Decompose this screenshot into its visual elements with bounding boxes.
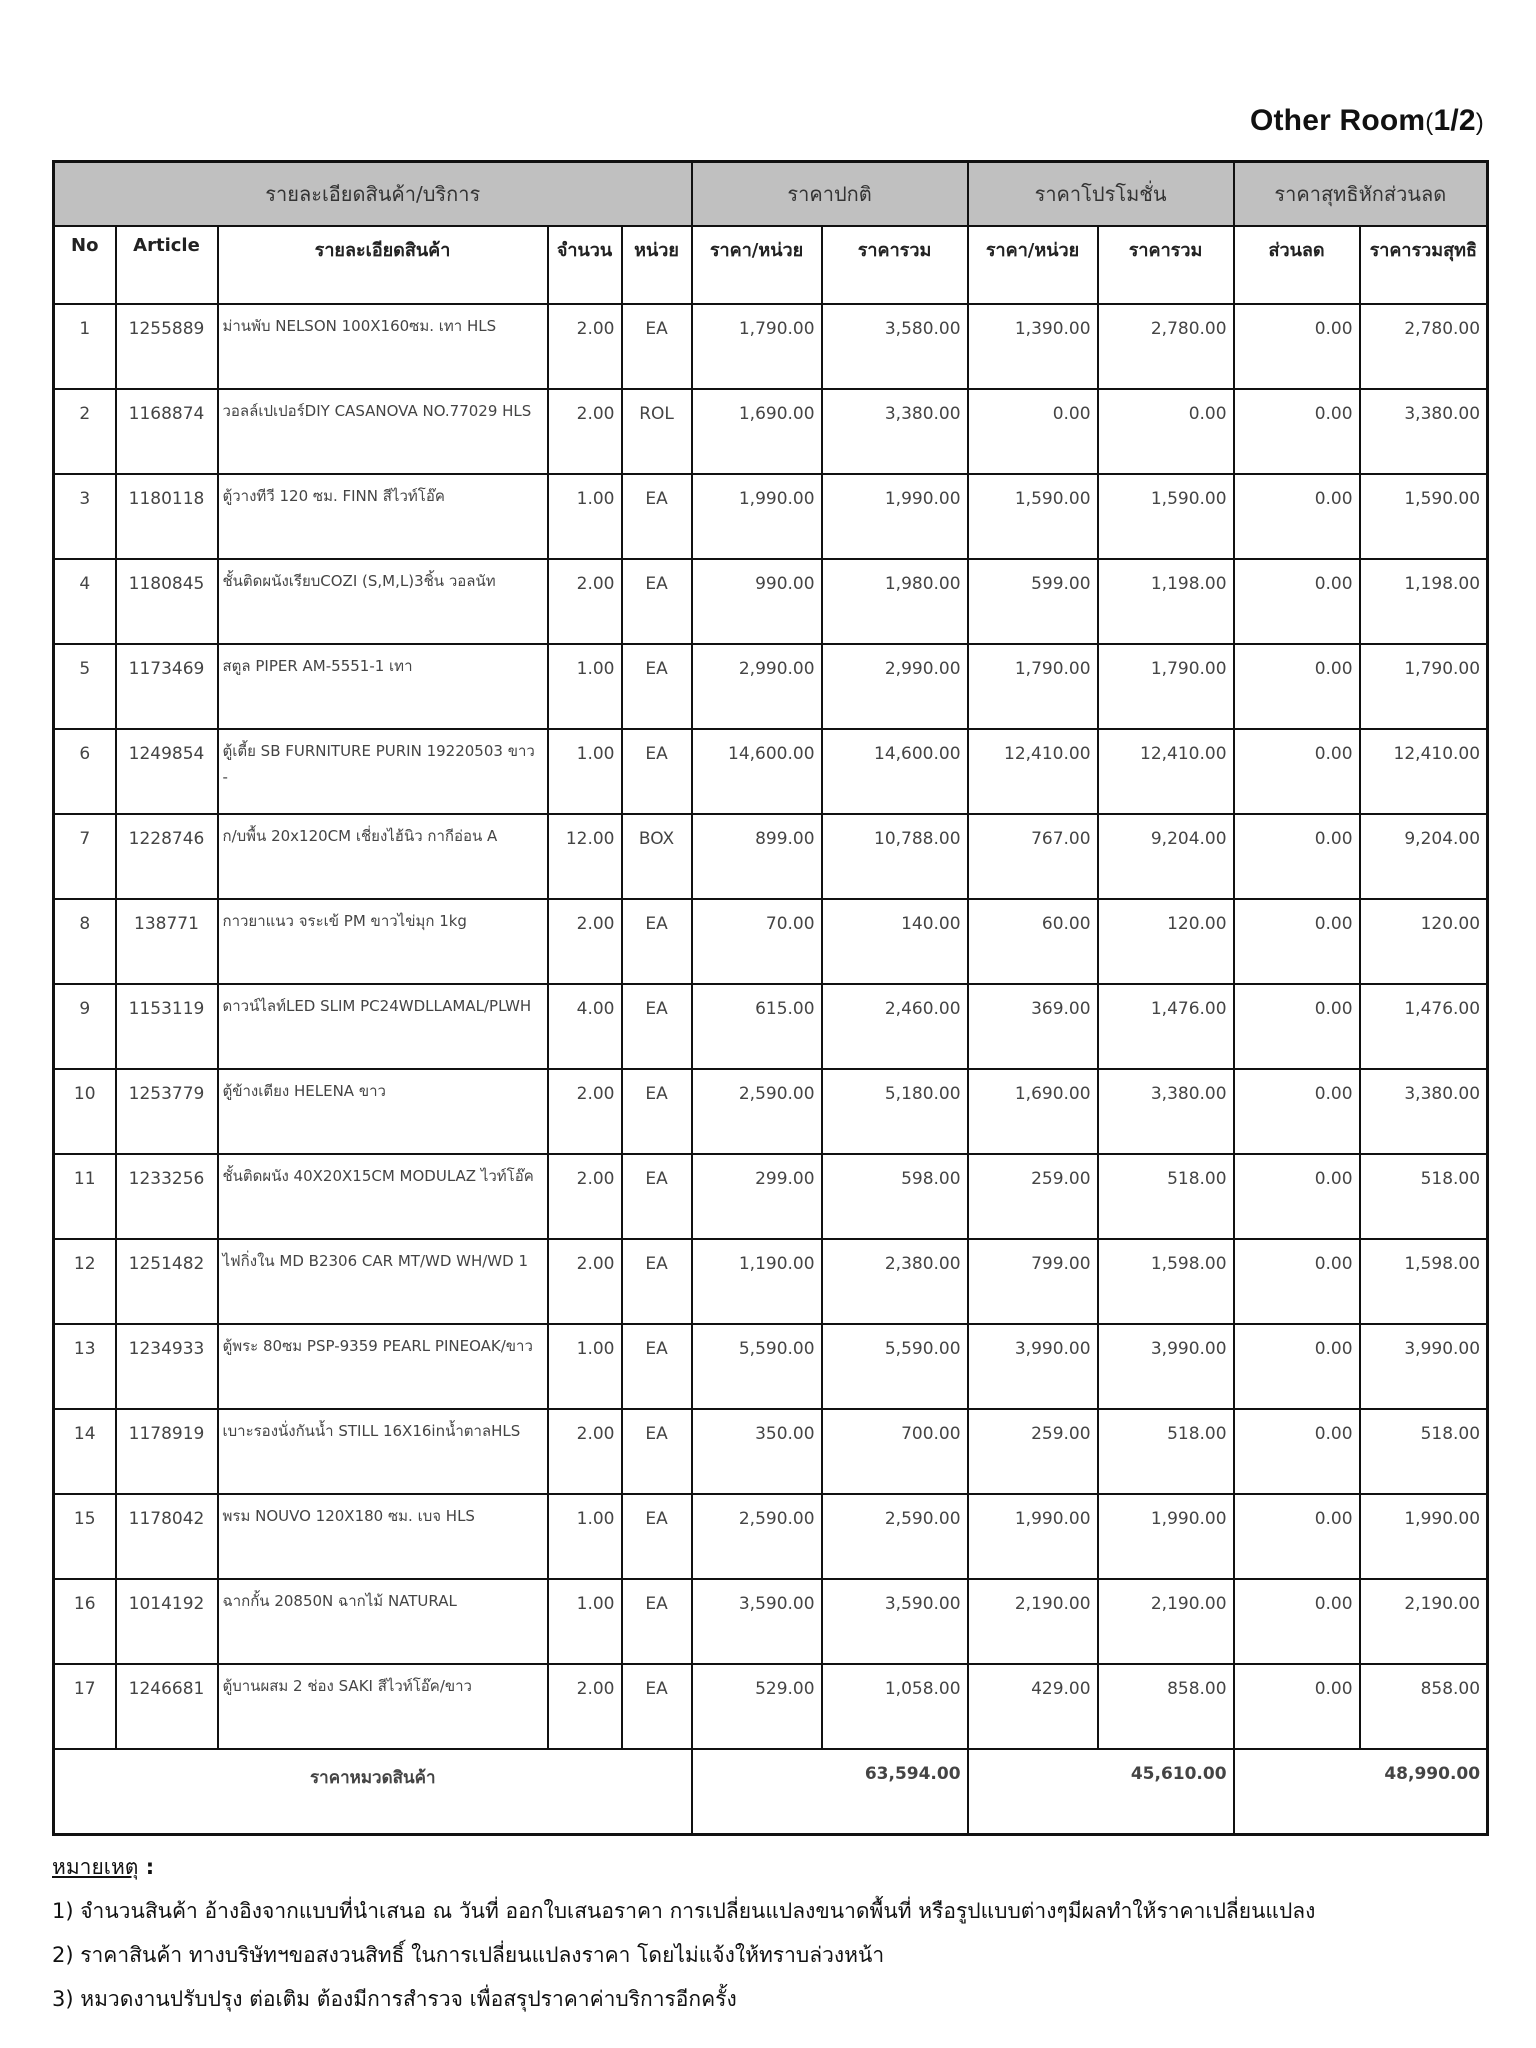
cell-promo-unit-price: 3,990.00 bbox=[968, 1324, 1098, 1409]
table-row bbox=[54, 1494, 1488, 1579]
table-row bbox=[54, 1239, 1488, 1324]
cell-article: 1246681 bbox=[116, 1664, 218, 1749]
cell-discount: 0.00 bbox=[1234, 474, 1360, 559]
cell-net-total: 1,990.00 bbox=[1360, 1494, 1488, 1579]
cell-article: 1251482 bbox=[116, 1239, 218, 1324]
note-item: 2) ราคาสินค้า ทางบริษัทฯขอสงวนสิทธิ์ ในการเปลี่ยนแปลงราคา โดยไม่แจ้งให้ทราบล่วงหน้า bbox=[52, 1943, 885, 1967]
cell-promo-total: 518.00 bbox=[1098, 1154, 1234, 1239]
cell-promo-total: 2,190.00 bbox=[1098, 1579, 1234, 1664]
col-header-promo-total: ราคารวม bbox=[1098, 226, 1234, 304]
page-title-paren-close: ) bbox=[1475, 109, 1484, 136]
cell-description: สตูล PIPER AM-5551-1 เทา bbox=[218, 644, 548, 729]
cell-qty: 2.00 bbox=[548, 304, 622, 389]
cell-description: พรม NOUVO 120X180 ซม. เบจ HLS bbox=[218, 1494, 548, 1579]
cell-qty: 2.00 bbox=[548, 389, 622, 474]
cell-description: ตู้พระ 80ซม PSP-9359 PEARL PINEOAK/ขาว bbox=[218, 1324, 548, 1409]
cell-net-total: 12,410.00 bbox=[1360, 729, 1488, 814]
note-item: 1) จำนวนสินค้า อ้างอิงจากแบบที่นำเสนอ ณ วันที่ ออกใบเสนอราคา การเปลี่ยนแปลงขนาดพื้นที่ หรือรูปแบบต่างๆมีผลทำให้ราคาเปลี่ยนแปลง bbox=[52, 1899, 1316, 1923]
cell-article: 1233256 bbox=[116, 1154, 218, 1239]
cell-promo-total: 1,598.00 bbox=[1098, 1239, 1234, 1324]
cell-unit: EA bbox=[622, 729, 692, 814]
cell-promo-total: 1,990.00 bbox=[1098, 1494, 1234, 1579]
cell-article: 138771 bbox=[116, 899, 218, 984]
cell-regular-unit-price: 899.00 bbox=[692, 814, 822, 899]
cell-no: 4 bbox=[54, 559, 116, 644]
cell-description: ไฟกิ่งใน MD B2306 CAR MT/WD WH/WD 1 bbox=[218, 1239, 548, 1324]
cell-qty: 1.00 bbox=[548, 1494, 622, 1579]
page-number: 1/2 bbox=[1433, 104, 1476, 137]
cell-description: ตู้วางทีวี 120 ซม. FINN สีไวท์โอ๊ค bbox=[218, 474, 548, 559]
cell-no: 2 bbox=[54, 389, 116, 474]
group-header-regular-price: ราคาปกติ bbox=[692, 162, 968, 227]
notes-heading bbox=[52, 1845, 1315, 1889]
cell-no: 1 bbox=[54, 304, 116, 389]
cell-discount: 0.00 bbox=[1234, 1664, 1360, 1749]
cell-regular-unit-price: 5,590.00 bbox=[692, 1324, 822, 1409]
cell-regular-unit-price: 1,690.00 bbox=[692, 389, 822, 474]
cell-no: 13 bbox=[54, 1324, 116, 1409]
cell-qty: 4.00 bbox=[548, 984, 622, 1069]
cell-promo-unit-price: 767.00 bbox=[968, 814, 1098, 899]
cell-regular-total: 2,460.00 bbox=[822, 984, 968, 1069]
cell-no: 17 bbox=[54, 1664, 116, 1749]
cell-discount: 0.00 bbox=[1234, 1239, 1360, 1324]
notes-title: หมายเหตุ bbox=[52, 1855, 139, 1879]
cell-discount: 0.00 bbox=[1234, 1069, 1360, 1154]
cell-discount: 0.00 bbox=[1234, 1409, 1360, 1494]
cell-article: 1255889 bbox=[116, 304, 218, 389]
cell-unit: EA bbox=[622, 1579, 692, 1664]
table-row bbox=[54, 814, 1488, 899]
cell-regular-total: 1,058.00 bbox=[822, 1664, 968, 1749]
cell-no: 10 bbox=[54, 1069, 116, 1154]
cell-description: กาวยาแนว จระเข้ PM ขาวไข่มุก 1kg bbox=[218, 899, 548, 984]
cell-net-total: 2,780.00 bbox=[1360, 304, 1488, 389]
page-title-main: Other Room bbox=[1249, 104, 1426, 137]
cell-regular-unit-price: 1,990.00 bbox=[692, 474, 822, 559]
cell-regular-unit-price: 350.00 bbox=[692, 1409, 822, 1494]
cell-promo-unit-price: 259.00 bbox=[968, 1409, 1098, 1494]
cell-regular-unit-price: 1,790.00 bbox=[692, 304, 822, 389]
page-title bbox=[1250, 104, 1484, 138]
cell-unit: EA bbox=[622, 1069, 692, 1154]
cell-regular-total: 5,590.00 bbox=[822, 1324, 968, 1409]
cell-description: ก/บพื้น 20x120CM เชี่ยงไฮ้นิว กากีอ่อน A bbox=[218, 814, 548, 899]
table-row bbox=[54, 729, 1488, 814]
cell-unit: EA bbox=[622, 1154, 692, 1239]
cell-description: ม่านพับ NELSON 100X160ซม. เทา HLS bbox=[218, 304, 548, 389]
totals-regular: 63,594.00 bbox=[692, 1749, 968, 1835]
col-header-description: รายละเอียดสินค้า bbox=[218, 226, 548, 304]
cell-description: ตู้เตี้ย SB FURNITURE PURIN 19220503 ขาว - bbox=[218, 729, 548, 814]
cell-promo-unit-price: 1,590.00 bbox=[968, 474, 1098, 559]
cell-article: 1168874 bbox=[116, 389, 218, 474]
cell-regular-total: 14,600.00 bbox=[822, 729, 968, 814]
group-header-row bbox=[54, 162, 1488, 227]
cell-net-total: 858.00 bbox=[1360, 1664, 1488, 1749]
totals-net: 48,990.00 bbox=[1234, 1749, 1488, 1835]
cell-unit: EA bbox=[622, 1494, 692, 1579]
cell-regular-unit-price: 2,590.00 bbox=[692, 1069, 822, 1154]
cell-regular-total: 2,590.00 bbox=[822, 1494, 968, 1579]
cell-description: ฉากกั้น 20850N ฉากไม้ NATURAL bbox=[218, 1579, 548, 1664]
group-header-details: รายละเอียดสินค้า/บริการ bbox=[54, 162, 692, 227]
cell-no: 14 bbox=[54, 1409, 116, 1494]
cell-promo-total: 3,990.00 bbox=[1098, 1324, 1234, 1409]
cell-net-total: 2,190.00 bbox=[1360, 1579, 1488, 1664]
cell-regular-total: 1,980.00 bbox=[822, 559, 968, 644]
cell-regular-total: 10,788.00 bbox=[822, 814, 968, 899]
cell-no: 16 bbox=[54, 1579, 116, 1664]
cell-discount: 0.00 bbox=[1234, 559, 1360, 644]
cell-no: 15 bbox=[54, 1494, 116, 1579]
col-header-unit: หน่วย bbox=[622, 226, 692, 304]
notes-colon: : bbox=[138, 1855, 155, 1879]
cell-promo-total: 1,590.00 bbox=[1098, 474, 1234, 559]
cell-no: 5 bbox=[54, 644, 116, 729]
cell-qty: 2.00 bbox=[548, 1069, 622, 1154]
cell-unit: EA bbox=[622, 984, 692, 1069]
cell-regular-total: 3,580.00 bbox=[822, 304, 968, 389]
cell-unit: EA bbox=[622, 1324, 692, 1409]
cell-discount: 0.00 bbox=[1234, 304, 1360, 389]
cell-promo-total: 120.00 bbox=[1098, 899, 1234, 984]
cell-unit: EA bbox=[622, 1664, 692, 1749]
col-header-regular-total: ราคารวม bbox=[822, 226, 968, 304]
cell-net-total: 9,204.00 bbox=[1360, 814, 1488, 899]
cell-net-total: 3,380.00 bbox=[1360, 1069, 1488, 1154]
cell-qty: 2.00 bbox=[548, 1664, 622, 1749]
table-row bbox=[54, 1324, 1488, 1409]
cell-regular-unit-price: 2,990.00 bbox=[692, 644, 822, 729]
col-header-regular-unit-price: ราคา/หน่วย bbox=[692, 226, 822, 304]
cell-description: ดาวน์ไลท์LED SLIM PC24WDLLAMAL/PLWH bbox=[218, 984, 548, 1069]
table-row bbox=[54, 1409, 1488, 1494]
cell-no: 3 bbox=[54, 474, 116, 559]
cell-promo-unit-price: 12,410.00 bbox=[968, 729, 1098, 814]
cell-description: ตู้บานผสม 2 ช่อง SAKI สีไวท์โอ๊ค/ขาว bbox=[218, 1664, 548, 1749]
cell-description: ชั้นติดผนัง 40X20X15CM MODULAZ ไวท์โอ๊ค bbox=[218, 1154, 548, 1239]
cell-discount: 0.00 bbox=[1234, 1154, 1360, 1239]
cell-no: 8 bbox=[54, 899, 116, 984]
cell-qty: 2.00 bbox=[548, 1409, 622, 1494]
cell-description: ตู้ข้างเตียง HELENA ขาว bbox=[218, 1069, 548, 1154]
cell-qty: 1.00 bbox=[548, 474, 622, 559]
cell-regular-unit-price: 529.00 bbox=[692, 1664, 822, 1749]
cell-regular-total: 5,180.00 bbox=[822, 1069, 968, 1154]
cell-discount: 0.00 bbox=[1234, 1324, 1360, 1409]
cell-qty: 2.00 bbox=[548, 1154, 622, 1239]
cell-qty: 2.00 bbox=[548, 1239, 622, 1324]
cell-promo-unit-price: 1,790.00 bbox=[968, 644, 1098, 729]
table-row bbox=[54, 304, 1488, 389]
cell-discount: 0.00 bbox=[1234, 1494, 1360, 1579]
cell-promo-unit-price: 1,390.00 bbox=[968, 304, 1098, 389]
col-header-promo-unit-price: ราคา/หน่วย bbox=[968, 226, 1098, 304]
cell-regular-unit-price: 990.00 bbox=[692, 559, 822, 644]
cell-net-total: 120.00 bbox=[1360, 899, 1488, 984]
cell-net-total: 1,198.00 bbox=[1360, 559, 1488, 644]
quotation-table bbox=[52, 160, 1489, 1836]
table-body bbox=[54, 304, 1488, 1749]
cell-article: 1234933 bbox=[116, 1324, 218, 1409]
cell-article: 1180845 bbox=[116, 559, 218, 644]
totals-label: ราคาหมวดสินค้า bbox=[54, 1749, 692, 1835]
column-header-row bbox=[54, 226, 1488, 304]
cell-article: 1228746 bbox=[116, 814, 218, 899]
cell-regular-unit-price: 14,600.00 bbox=[692, 729, 822, 814]
cell-article: 1173469 bbox=[116, 644, 218, 729]
table-row bbox=[54, 474, 1488, 559]
totals-row bbox=[54, 1749, 1488, 1835]
cell-discount: 0.00 bbox=[1234, 899, 1360, 984]
cell-promo-unit-price: 799.00 bbox=[968, 1239, 1098, 1324]
cell-unit: BOX bbox=[622, 814, 692, 899]
cell-unit: EA bbox=[622, 304, 692, 389]
cell-article: 1178919 bbox=[116, 1409, 218, 1494]
notes-section bbox=[52, 1845, 1315, 2021]
cell-unit: EA bbox=[622, 1409, 692, 1494]
cell-regular-unit-price: 1,190.00 bbox=[692, 1239, 822, 1324]
cell-article: 1180118 bbox=[116, 474, 218, 559]
table-row bbox=[54, 899, 1488, 984]
cell-article: 1249854 bbox=[116, 729, 218, 814]
cell-promo-unit-price: 60.00 bbox=[968, 899, 1098, 984]
cell-qty: 12.00 bbox=[548, 814, 622, 899]
cell-unit: ROL bbox=[622, 389, 692, 474]
cell-no: 9 bbox=[54, 984, 116, 1069]
cell-discount: 0.00 bbox=[1234, 389, 1360, 474]
cell-net-total: 518.00 bbox=[1360, 1409, 1488, 1494]
cell-net-total: 1,598.00 bbox=[1360, 1239, 1488, 1324]
note-item: 3) หมวดงานปรับปรุง ต่อเติม ต้องมีการสำรวจ เพื่อสรุปราคาค่าบริการอีกครั้ง bbox=[52, 1987, 737, 2011]
cell-article: 1253779 bbox=[116, 1069, 218, 1154]
cell-qty: 2.00 bbox=[548, 559, 622, 644]
cell-net-total: 1,790.00 bbox=[1360, 644, 1488, 729]
cell-regular-total: 598.00 bbox=[822, 1154, 968, 1239]
cell-discount: 0.00 bbox=[1234, 1579, 1360, 1664]
group-header-net-price: ราคาสุทธิหักส่วนลด bbox=[1234, 162, 1488, 227]
cell-qty: 2.00 bbox=[548, 899, 622, 984]
cell-net-total: 1,476.00 bbox=[1360, 984, 1488, 1069]
cell-unit: EA bbox=[622, 899, 692, 984]
cell-promo-unit-price: 1,690.00 bbox=[968, 1069, 1098, 1154]
table-row bbox=[54, 644, 1488, 729]
col-header-net-total: ราคารวมสุทธิ bbox=[1360, 226, 1488, 304]
cell-promo-unit-price: 2,190.00 bbox=[968, 1579, 1098, 1664]
cell-description: วอลล์เปเปอร์DIY CASANOVA NO.77029 HLS bbox=[218, 389, 548, 474]
cell-net-total: 518.00 bbox=[1360, 1154, 1488, 1239]
cell-promo-total: 518.00 bbox=[1098, 1409, 1234, 1494]
table-row bbox=[54, 559, 1488, 644]
cell-no: 11 bbox=[54, 1154, 116, 1239]
cell-promo-unit-price: 1,990.00 bbox=[968, 1494, 1098, 1579]
cell-promo-unit-price: 0.00 bbox=[968, 389, 1098, 474]
cell-description: เบาะรองนั่งกันน้ำ STILL 16X16inน้ำตาลHLS bbox=[218, 1409, 548, 1494]
cell-qty: 1.00 bbox=[548, 1579, 622, 1664]
table-row bbox=[54, 1579, 1488, 1664]
cell-discount: 0.00 bbox=[1234, 814, 1360, 899]
cell-regular-total: 3,380.00 bbox=[822, 389, 968, 474]
table-row bbox=[54, 1154, 1488, 1239]
table-row bbox=[54, 389, 1488, 474]
cell-promo-total: 3,380.00 bbox=[1098, 1069, 1234, 1154]
cell-regular-total: 2,990.00 bbox=[822, 644, 968, 729]
cell-promo-unit-price: 369.00 bbox=[968, 984, 1098, 1069]
cell-article: 1153119 bbox=[116, 984, 218, 1069]
table-row bbox=[54, 984, 1488, 1069]
cell-promo-total: 1,790.00 bbox=[1098, 644, 1234, 729]
cell-promo-total: 9,204.00 bbox=[1098, 814, 1234, 899]
cell-no: 12 bbox=[54, 1239, 116, 1324]
col-header-qty: จำนวน bbox=[548, 226, 622, 304]
cell-qty: 1.00 bbox=[548, 729, 622, 814]
cell-no: 7 bbox=[54, 814, 116, 899]
cell-qty: 1.00 bbox=[548, 644, 622, 729]
cell-regular-unit-price: 2,590.00 bbox=[692, 1494, 822, 1579]
cell-qty: 1.00 bbox=[548, 1324, 622, 1409]
cell-no: 6 bbox=[54, 729, 116, 814]
cell-unit: EA bbox=[622, 474, 692, 559]
cell-promo-total: 0.00 bbox=[1098, 389, 1234, 474]
cell-promo-total: 12,410.00 bbox=[1098, 729, 1234, 814]
cell-net-total: 3,380.00 bbox=[1360, 389, 1488, 474]
cell-unit: EA bbox=[622, 1239, 692, 1324]
cell-regular-unit-price: 70.00 bbox=[692, 899, 822, 984]
cell-promo-total: 858.00 bbox=[1098, 1664, 1234, 1749]
cell-unit: EA bbox=[622, 559, 692, 644]
cell-regular-unit-price: 615.00 bbox=[692, 984, 822, 1069]
cell-regular-total: 140.00 bbox=[822, 899, 968, 984]
cell-regular-total: 700.00 bbox=[822, 1409, 968, 1494]
cell-article: 1014192 bbox=[116, 1579, 218, 1664]
cell-regular-unit-price: 299.00 bbox=[692, 1154, 822, 1239]
cell-promo-total: 1,198.00 bbox=[1098, 559, 1234, 644]
cell-promo-unit-price: 259.00 bbox=[968, 1154, 1098, 1239]
cell-net-total: 1,590.00 bbox=[1360, 474, 1488, 559]
col-header-no: No bbox=[54, 226, 116, 304]
cell-regular-total: 2,380.00 bbox=[822, 1239, 968, 1324]
cell-promo-unit-price: 429.00 bbox=[968, 1664, 1098, 1749]
cell-promo-unit-price: 599.00 bbox=[968, 559, 1098, 644]
page-title-paren-open: ( bbox=[1425, 109, 1434, 136]
totals-promo: 45,610.00 bbox=[968, 1749, 1234, 1835]
cell-discount: 0.00 bbox=[1234, 644, 1360, 729]
cell-description: ชั้นติดผนังเรียบCOZI (S,M,L)3ชิ้น วอลนัท bbox=[218, 559, 548, 644]
cell-article: 1178042 bbox=[116, 1494, 218, 1579]
col-header-article: Article bbox=[116, 226, 218, 304]
cell-discount: 0.00 bbox=[1234, 729, 1360, 814]
col-header-discount: ส่วนลด bbox=[1234, 226, 1360, 304]
group-header-promo-price: ราคาโปรโมชั่น bbox=[968, 162, 1234, 227]
cell-unit: EA bbox=[622, 644, 692, 729]
cell-regular-unit-price: 3,590.00 bbox=[692, 1579, 822, 1664]
cell-regular-total: 1,990.00 bbox=[822, 474, 968, 559]
cell-regular-total: 3,590.00 bbox=[822, 1579, 968, 1664]
cell-discount: 0.00 bbox=[1234, 984, 1360, 1069]
cell-net-total: 3,990.00 bbox=[1360, 1324, 1488, 1409]
cell-promo-total: 1,476.00 bbox=[1098, 984, 1234, 1069]
cell-promo-total: 2,780.00 bbox=[1098, 304, 1234, 389]
table-row bbox=[54, 1069, 1488, 1154]
table-row bbox=[54, 1664, 1488, 1749]
